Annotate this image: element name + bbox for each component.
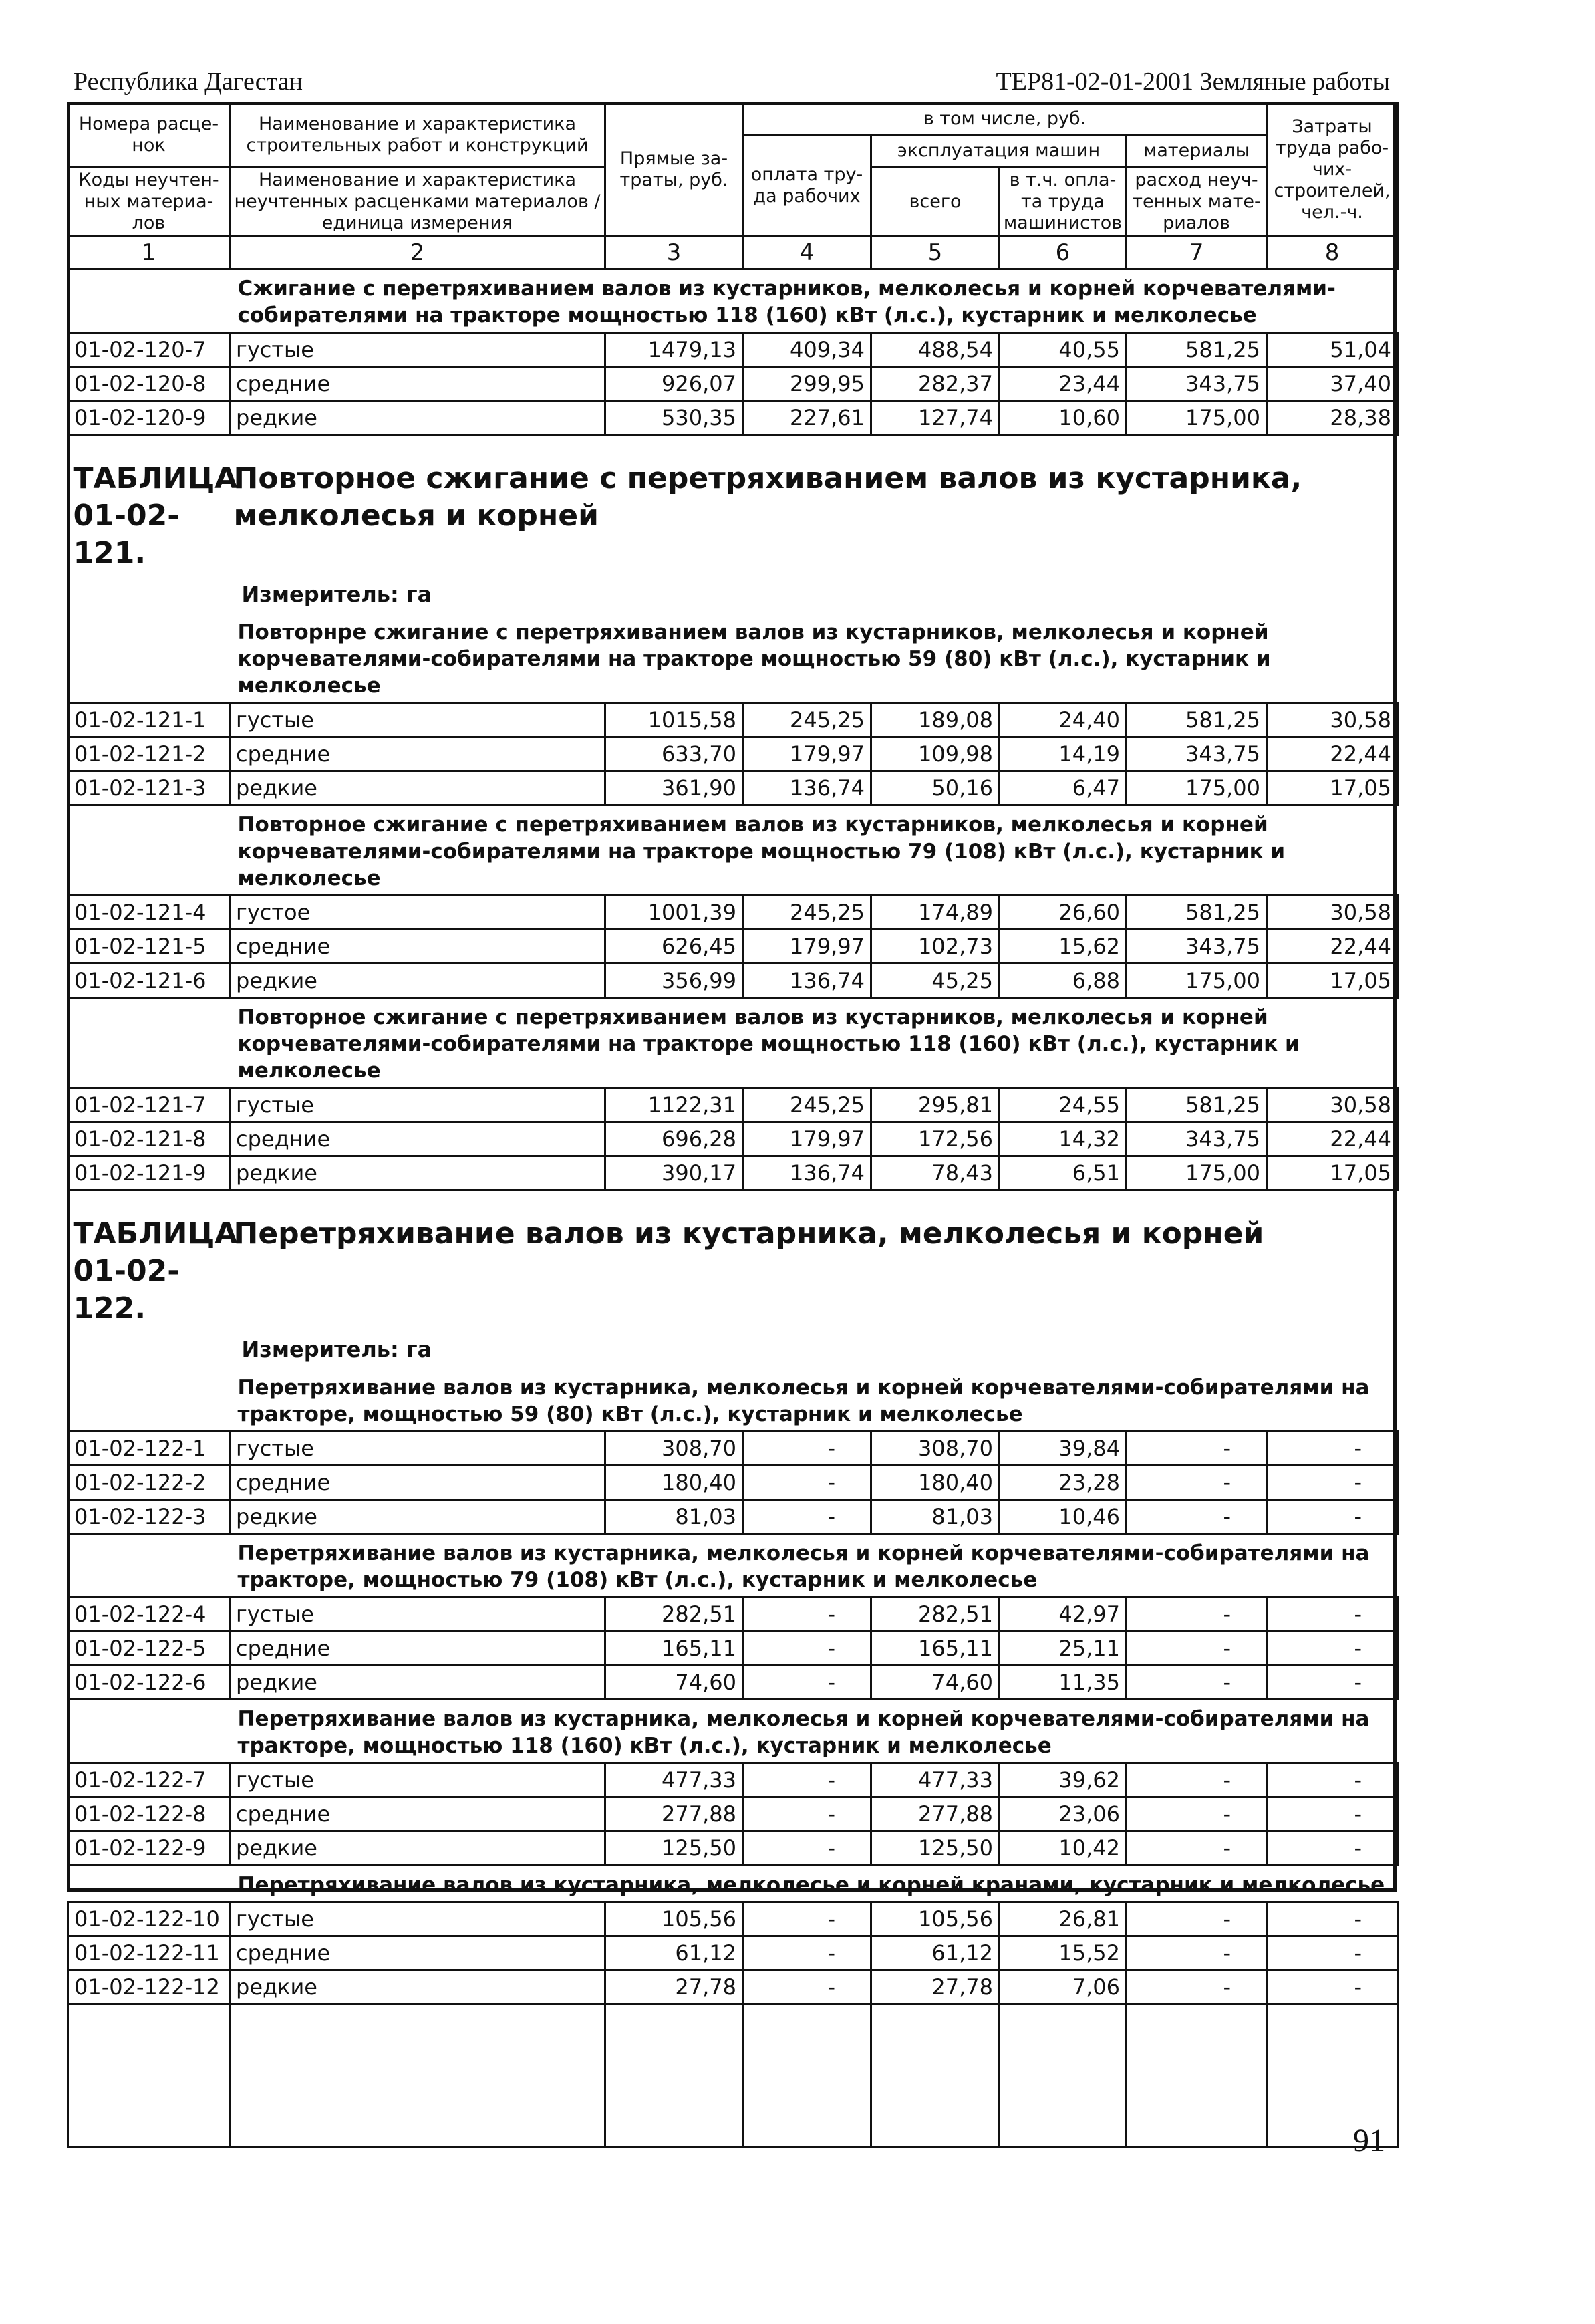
value-cell: - bbox=[1267, 1797, 1398, 1831]
value-cell: - bbox=[1267, 1500, 1398, 1534]
value-cell: - bbox=[1127, 1500, 1267, 1534]
work-name: густые bbox=[230, 1597, 605, 1632]
value-cell: 295,81 bbox=[871, 1088, 1000, 1122]
value-cell: 30,58 bbox=[1267, 896, 1398, 930]
value-cell: 39,62 bbox=[1000, 1763, 1127, 1797]
value-cell: 39,84 bbox=[1000, 1432, 1127, 1466]
empty-row bbox=[68, 2005, 1398, 2147]
work-name: густые bbox=[230, 1432, 605, 1466]
value-cell: 45,25 bbox=[871, 964, 1000, 998]
value-cell: 282,51 bbox=[871, 1597, 1000, 1632]
value-cell: 61,12 bbox=[605, 1936, 743, 1970]
rate-code: 01-02-121-9 bbox=[68, 1156, 230, 1190]
value-cell: 136,74 bbox=[743, 771, 871, 805]
value-cell: 488,54 bbox=[871, 333, 1000, 367]
value-cell: 127,74 bbox=[871, 401, 1000, 435]
value-cell: 51,04 bbox=[1267, 333, 1398, 367]
value-cell: - bbox=[1127, 1597, 1267, 1632]
work-name: редкие bbox=[230, 1500, 605, 1534]
value-cell: 581,25 bbox=[1127, 1088, 1267, 1122]
value-cell: - bbox=[743, 1632, 871, 1666]
value-cell: 10,42 bbox=[1000, 1831, 1127, 1865]
value-cell: 282,37 bbox=[871, 367, 1000, 401]
value-cell: - bbox=[1267, 1936, 1398, 1970]
value-cell: 1001,39 bbox=[605, 896, 743, 930]
rate-code: 01-02-122-5 bbox=[68, 1632, 230, 1666]
value-cell: - bbox=[743, 1902, 871, 1936]
rate-code: 01-02-121-5 bbox=[68, 930, 230, 964]
value-cell: 626,45 bbox=[605, 930, 743, 964]
header-wages: оплата тру-да рабочих bbox=[743, 135, 871, 237]
header-machines-total: всего bbox=[871, 167, 1000, 237]
rate-code: 01-02-122-2 bbox=[68, 1466, 230, 1500]
value-cell: 6,88 bbox=[1000, 964, 1127, 998]
value-cell: 277,88 bbox=[605, 1797, 743, 1831]
table-row bbox=[68, 1936, 1398, 1970]
work-name: средние bbox=[230, 1466, 605, 1500]
value-cell: 125,50 bbox=[871, 1831, 1000, 1865]
value-cell: 22,44 bbox=[1267, 1122, 1398, 1156]
value-cell: 175,00 bbox=[1127, 964, 1267, 998]
value-cell: 227,61 bbox=[743, 401, 871, 435]
value-cell: 26,60 bbox=[1000, 896, 1127, 930]
value-cell: - bbox=[1267, 1632, 1398, 1666]
work-name: средние bbox=[230, 737, 605, 771]
rate-code: 01-02-122-6 bbox=[68, 1666, 230, 1700]
section-title: Повторнре сжигание с перетряхиванием валов из кустарников, мелколесья и корней корчевателями-собирателями на тракторе мощностью 59 (80) кВт (л.с.), кустарник и мелколесье bbox=[237, 620, 1271, 698]
value-cell: 282,51 bbox=[605, 1597, 743, 1632]
work-name: густые bbox=[230, 1763, 605, 1797]
value-cell: 277,88 bbox=[871, 1797, 1000, 1831]
value-cell: - bbox=[743, 1666, 871, 1700]
rate-code: 01-02-120-7 bbox=[68, 333, 230, 367]
section-heading bbox=[68, 270, 1398, 333]
value-cell: 174,89 bbox=[871, 896, 1000, 930]
value-cell: - bbox=[743, 1797, 871, 1831]
value-cell: 74,60 bbox=[871, 1666, 1000, 1700]
work-name: густое bbox=[230, 896, 605, 930]
value-cell: 25,11 bbox=[1000, 1632, 1127, 1666]
value-cell: 74,60 bbox=[605, 1666, 743, 1700]
document-label: ТЕР81-02-01-2001 Земляные работы bbox=[996, 68, 1390, 96]
value-cell: 109,98 bbox=[871, 737, 1000, 771]
column-number: 5 bbox=[871, 237, 1000, 269]
value-cell: 1479,13 bbox=[605, 333, 743, 367]
value-cell: 14,32 bbox=[1000, 1122, 1127, 1156]
header-material-codes: Коды неучтен-ных материа-лов bbox=[68, 167, 230, 237]
value-cell: 633,70 bbox=[605, 737, 743, 771]
value-cell: 308,70 bbox=[871, 1432, 1000, 1466]
section-heading bbox=[68, 998, 1398, 1088]
section-heading bbox=[68, 1534, 1398, 1597]
rate-code: 01-02-122-12 bbox=[68, 1970, 230, 2005]
value-cell: - bbox=[1267, 1597, 1398, 1632]
table-label: ТАБЛИЦА 01-02-122. bbox=[73, 1216, 238, 1325]
value-cell: - bbox=[1127, 1970, 1267, 2005]
rate-code: 01-02-121-4 bbox=[68, 896, 230, 930]
value-cell: 189,08 bbox=[871, 703, 1000, 737]
value-cell: 14,19 bbox=[1000, 737, 1127, 771]
section-title: Перетряхивание валов из кустарника, мелколесье и корней кранами, кустарник и мелколесье bbox=[237, 1873, 1385, 1897]
value-cell: 308,70 bbox=[605, 1432, 743, 1466]
section-heading bbox=[68, 1700, 1398, 1763]
value-cell: 409,34 bbox=[743, 333, 871, 367]
rate-code: 01-02-120-8 bbox=[68, 367, 230, 401]
section-heading bbox=[68, 1369, 1398, 1432]
value-cell: 10,60 bbox=[1000, 401, 1127, 435]
value-cell: 165,11 bbox=[871, 1632, 1000, 1666]
table-row bbox=[68, 1632, 1398, 1666]
header-including: в том числе, руб. bbox=[743, 103, 1267, 135]
value-cell: 27,78 bbox=[605, 1970, 743, 2005]
work-name: редкие bbox=[230, 964, 605, 998]
table-row bbox=[68, 1970, 1398, 2005]
table-row bbox=[68, 930, 1398, 964]
work-name: редкие bbox=[230, 771, 605, 805]
work-name: редкие bbox=[230, 1156, 605, 1190]
value-cell: 179,97 bbox=[743, 930, 871, 964]
column-numbers-row bbox=[68, 237, 1398, 269]
rate-code: 01-02-122-9 bbox=[68, 1831, 230, 1865]
value-cell: 175,00 bbox=[1127, 1156, 1267, 1190]
table-row bbox=[68, 1156, 1398, 1190]
header-machines: эксплуатация машин bbox=[871, 135, 1127, 167]
value-cell: 299,95 bbox=[743, 367, 871, 401]
value-cell: 15,62 bbox=[1000, 930, 1127, 964]
value-cell: 172,56 bbox=[871, 1122, 1000, 1156]
rate-code: 01-02-121-1 bbox=[68, 703, 230, 737]
value-cell: 581,25 bbox=[1127, 896, 1267, 930]
value-cell: 17,05 bbox=[1267, 964, 1398, 998]
value-cell: 24,55 bbox=[1000, 1088, 1127, 1122]
page-header bbox=[74, 64, 1390, 99]
region-label: Республика Дагестан bbox=[74, 68, 303, 96]
value-cell: - bbox=[1127, 1666, 1267, 1700]
table-row bbox=[68, 737, 1398, 771]
value-cell: 165,11 bbox=[605, 1632, 743, 1666]
table-row bbox=[68, 333, 1398, 367]
work-name: средние bbox=[230, 1632, 605, 1666]
value-cell: 26,81 bbox=[1000, 1902, 1127, 1936]
value-cell: 361,90 bbox=[605, 771, 743, 805]
value-cell: 245,25 bbox=[743, 1088, 871, 1122]
value-cell: 6,47 bbox=[1000, 771, 1127, 805]
column-header bbox=[67, 102, 1399, 270]
work-name: редкие bbox=[230, 1666, 605, 1700]
column-number: 6 bbox=[1000, 237, 1127, 269]
value-cell: - bbox=[1127, 1763, 1267, 1797]
value-cell: - bbox=[1267, 1466, 1398, 1500]
section-title: Перетряхивание валов из кустарника, мелколесья и корней корчевателями-собирателями на тракторе, мощностью 118 (160) кВт (л.с.), кустарник и мелколесье bbox=[237, 1707, 1370, 1758]
value-cell: 10,46 bbox=[1000, 1500, 1127, 1534]
table-row bbox=[68, 703, 1398, 737]
value-cell: 30,58 bbox=[1267, 703, 1398, 737]
table-row bbox=[68, 1122, 1398, 1156]
table-row bbox=[68, 1902, 1398, 1936]
table-row bbox=[68, 1666, 1398, 1700]
value-cell: 477,33 bbox=[605, 1763, 743, 1797]
rate-code: 01-02-121-2 bbox=[68, 737, 230, 771]
table-row bbox=[68, 771, 1398, 805]
value-cell: - bbox=[743, 1763, 871, 1797]
section-title: Повторное сжигание с перетряхиванием валов из кустарников, мелколесья и корней корчевателями-собирателями на тракторе мощностью 118 (160) кВт (л.с.), кустарник и мелколесье bbox=[237, 1005, 1300, 1083]
value-cell: 37,40 bbox=[1267, 367, 1398, 401]
value-cell: 356,99 bbox=[605, 964, 743, 998]
value-cell: 81,03 bbox=[605, 1500, 743, 1534]
header-materials: материалы bbox=[1127, 135, 1267, 167]
value-cell: - bbox=[1127, 1797, 1267, 1831]
value-cell: 136,74 bbox=[743, 964, 871, 998]
value-cell: - bbox=[1127, 1632, 1267, 1666]
section-heading bbox=[68, 614, 1398, 703]
value-cell: - bbox=[743, 1831, 871, 1865]
measure-unit: Измеритель: га bbox=[241, 582, 432, 607]
column-number: 1 bbox=[68, 237, 230, 269]
table-row bbox=[68, 1797, 1398, 1831]
value-cell: 22,44 bbox=[1267, 930, 1398, 964]
value-cell: 105,56 bbox=[605, 1902, 743, 1936]
work-name: средние bbox=[230, 1122, 605, 1156]
value-cell: 926,07 bbox=[605, 367, 743, 401]
value-cell: 23,44 bbox=[1000, 367, 1127, 401]
value-cell: 581,25 bbox=[1127, 333, 1267, 367]
value-cell: 180,40 bbox=[605, 1466, 743, 1500]
value-cell: - bbox=[743, 1970, 871, 2005]
column-number: 4 bbox=[743, 237, 871, 269]
header-material-usage: расход неуч-тенных мате-риалов bbox=[1127, 167, 1267, 237]
value-cell: 136,74 bbox=[743, 1156, 871, 1190]
table-row bbox=[68, 896, 1398, 930]
rate-code: 01-02-122-1 bbox=[68, 1432, 230, 1466]
rate-code: 01-02-120-9 bbox=[68, 401, 230, 435]
work-name: редкие bbox=[230, 1831, 605, 1865]
value-cell: - bbox=[1267, 1763, 1398, 1797]
rate-code: 01-02-121-3 bbox=[68, 771, 230, 805]
value-cell: 390,17 bbox=[605, 1156, 743, 1190]
rate-code: 01-02-121-7 bbox=[68, 1088, 230, 1122]
table-heading bbox=[68, 435, 1398, 614]
rate-code: 01-02-122-8 bbox=[68, 1797, 230, 1831]
value-cell: 179,97 bbox=[743, 1122, 871, 1156]
value-cell: 175,00 bbox=[1127, 401, 1267, 435]
work-name: средние bbox=[230, 367, 605, 401]
table-heading bbox=[68, 1190, 1398, 1370]
value-cell: - bbox=[1127, 1936, 1267, 1970]
work-name: редкие bbox=[230, 1970, 605, 2005]
rate-code: 01-02-121-6 bbox=[68, 964, 230, 998]
value-cell: 343,75 bbox=[1127, 737, 1267, 771]
work-name: средние bbox=[230, 1797, 605, 1831]
value-cell: - bbox=[743, 1936, 871, 1970]
value-cell: 61,12 bbox=[871, 1936, 1000, 1970]
work-name: редкие bbox=[230, 401, 605, 435]
value-cell: 7,06 bbox=[1000, 1970, 1127, 2005]
value-cell: 1015,58 bbox=[605, 703, 743, 737]
value-cell: - bbox=[743, 1597, 871, 1632]
value-cell: - bbox=[1127, 1432, 1267, 1466]
column-number: 7 bbox=[1127, 237, 1267, 269]
header-code: Номера расце-нок bbox=[68, 103, 230, 167]
value-cell: 24,40 bbox=[1000, 703, 1127, 737]
value-cell: 696,28 bbox=[605, 1122, 743, 1156]
value-cell: 1122,31 bbox=[605, 1088, 743, 1122]
work-name: густые bbox=[230, 333, 605, 367]
table-row bbox=[68, 1466, 1398, 1500]
header-material-names: Наименование и характеристика неучтенных расценками материалов / единица измерения bbox=[230, 167, 605, 237]
column-number: 8 bbox=[1267, 237, 1398, 269]
value-cell: 180,40 bbox=[871, 1466, 1000, 1500]
section-title: Повторное сжигание с перетряхиванием валов из кустарников, мелколесья и корней корчевателями-собирателями на тракторе мощностью 79 (108) кВт (л.с.), кустарник и мелколесье bbox=[237, 813, 1286, 890]
table-row bbox=[68, 1763, 1398, 1797]
rate-code: 01-02-122-4 bbox=[68, 1597, 230, 1632]
value-cell: 105,56 bbox=[871, 1902, 1000, 1936]
value-cell: 50,16 bbox=[871, 771, 1000, 805]
section-title: Перетряхивание валов из кустарника, мелколесья и корней корчевателями-собирателями на тракторе, мощностью 79 (108) кВт (л.с.), кустарник и мелколесье bbox=[237, 1541, 1370, 1592]
value-cell: 343,75 bbox=[1127, 367, 1267, 401]
table-row bbox=[68, 1597, 1398, 1632]
value-cell: 245,25 bbox=[743, 896, 871, 930]
value-cell: 78,43 bbox=[871, 1156, 1000, 1190]
value-cell: - bbox=[1127, 1831, 1267, 1865]
value-cell: 125,50 bbox=[605, 1831, 743, 1865]
value-cell: 477,33 bbox=[871, 1763, 1000, 1797]
rate-code: 01-02-122-11 bbox=[68, 1936, 230, 1970]
table-label: ТАБЛИЦА 01-02-121. bbox=[73, 461, 238, 570]
value-cell: 40,55 bbox=[1000, 333, 1127, 367]
value-cell: 530,35 bbox=[605, 401, 743, 435]
section-title: Перетряхивание валов из кустарника, мелколесья и корней корчевателями-собирателями на тракторе, мощностью 59 (80) кВт (л.с.), кустарник и мелколесье bbox=[237, 1376, 1370, 1426]
value-cell: - bbox=[1267, 1970, 1398, 2005]
value-cell: 343,75 bbox=[1127, 930, 1267, 964]
work-name: густые bbox=[230, 1088, 605, 1122]
rate-code: 01-02-122-3 bbox=[68, 1500, 230, 1534]
value-cell: - bbox=[1267, 1902, 1398, 1936]
section-title: Сжигание с перетряхиванием валов из кустарников, мелколесья и корней корчевателями-собирателями на тракторе мощностью 118 (160) кВт (л.с.), кустарник и мелколесье bbox=[237, 277, 1336, 328]
work-name: средние bbox=[230, 930, 605, 964]
header-name: Наименование и характеристика строительных работ и конструкций bbox=[230, 103, 605, 167]
work-name: густые bbox=[230, 1902, 605, 1936]
table-row bbox=[68, 964, 1398, 998]
table-title: Повторное сжигание с перетряхиванием валов из кустарника, мелколесья и корней bbox=[233, 461, 1302, 533]
value-cell: - bbox=[1267, 1666, 1398, 1700]
value-cell: - bbox=[743, 1432, 871, 1466]
value-cell: - bbox=[1127, 1466, 1267, 1500]
rates-table bbox=[67, 270, 1399, 2148]
column-number: 3 bbox=[605, 237, 743, 269]
value-cell: - bbox=[1267, 1831, 1398, 1865]
value-cell: - bbox=[743, 1500, 871, 1534]
value-cell: 30,58 bbox=[1267, 1088, 1398, 1122]
value-cell: - bbox=[1127, 1902, 1267, 1936]
value-cell: 6,51 bbox=[1000, 1156, 1127, 1190]
value-cell: 28,38 bbox=[1267, 401, 1398, 435]
table-row bbox=[68, 1831, 1398, 1865]
value-cell: 102,73 bbox=[871, 930, 1000, 964]
rate-code: 01-02-122-10 bbox=[68, 1902, 230, 1936]
page-number: 91 bbox=[1353, 2123, 1385, 2158]
value-cell: 179,97 bbox=[743, 737, 871, 771]
rate-code: 01-02-121-8 bbox=[68, 1122, 230, 1156]
table-row bbox=[68, 1088, 1398, 1122]
column-number: 2 bbox=[230, 237, 605, 269]
header-labor: Затраты труда рабо-чих-строителей, чел.-ч. bbox=[1267, 103, 1398, 237]
header-direct-costs: Прямые за-траты, руб. bbox=[605, 103, 743, 237]
value-cell: 343,75 bbox=[1127, 1122, 1267, 1156]
measure-unit: Измеритель: га bbox=[241, 1337, 432, 1362]
table-row bbox=[68, 1500, 1398, 1534]
table-row bbox=[68, 367, 1398, 401]
header-operator-wages: в т.ч. опла-та труда машинистов bbox=[1000, 167, 1127, 237]
work-name: густые bbox=[230, 703, 605, 737]
value-cell: 15,52 bbox=[1000, 1936, 1127, 1970]
value-cell: 245,25 bbox=[743, 703, 871, 737]
value-cell: 17,05 bbox=[1267, 1156, 1398, 1190]
value-cell: 27,78 bbox=[871, 1970, 1000, 2005]
work-name: средние bbox=[230, 1936, 605, 1970]
section-heading bbox=[68, 805, 1398, 896]
value-cell: 81,03 bbox=[871, 1500, 1000, 1534]
value-cell: 22,44 bbox=[1267, 737, 1398, 771]
value-cell: 42,97 bbox=[1000, 1597, 1127, 1632]
value-cell: 581,25 bbox=[1127, 703, 1267, 737]
table-row bbox=[68, 1432, 1398, 1466]
value-cell: 11,35 bbox=[1000, 1666, 1127, 1700]
value-cell: 23,06 bbox=[1000, 1797, 1127, 1831]
section-heading bbox=[68, 1865, 1398, 1902]
value-cell: 175,00 bbox=[1127, 771, 1267, 805]
value-cell: - bbox=[743, 1466, 871, 1500]
table-row bbox=[68, 401, 1398, 435]
table-title: Перетряхивание валов из кустарника, мелколесья и корней bbox=[233, 1216, 1264, 1251]
value-cell: - bbox=[1267, 1432, 1398, 1466]
rate-code: 01-02-122-7 bbox=[68, 1763, 230, 1797]
value-cell: 17,05 bbox=[1267, 771, 1398, 805]
value-cell: 23,28 bbox=[1000, 1466, 1127, 1500]
